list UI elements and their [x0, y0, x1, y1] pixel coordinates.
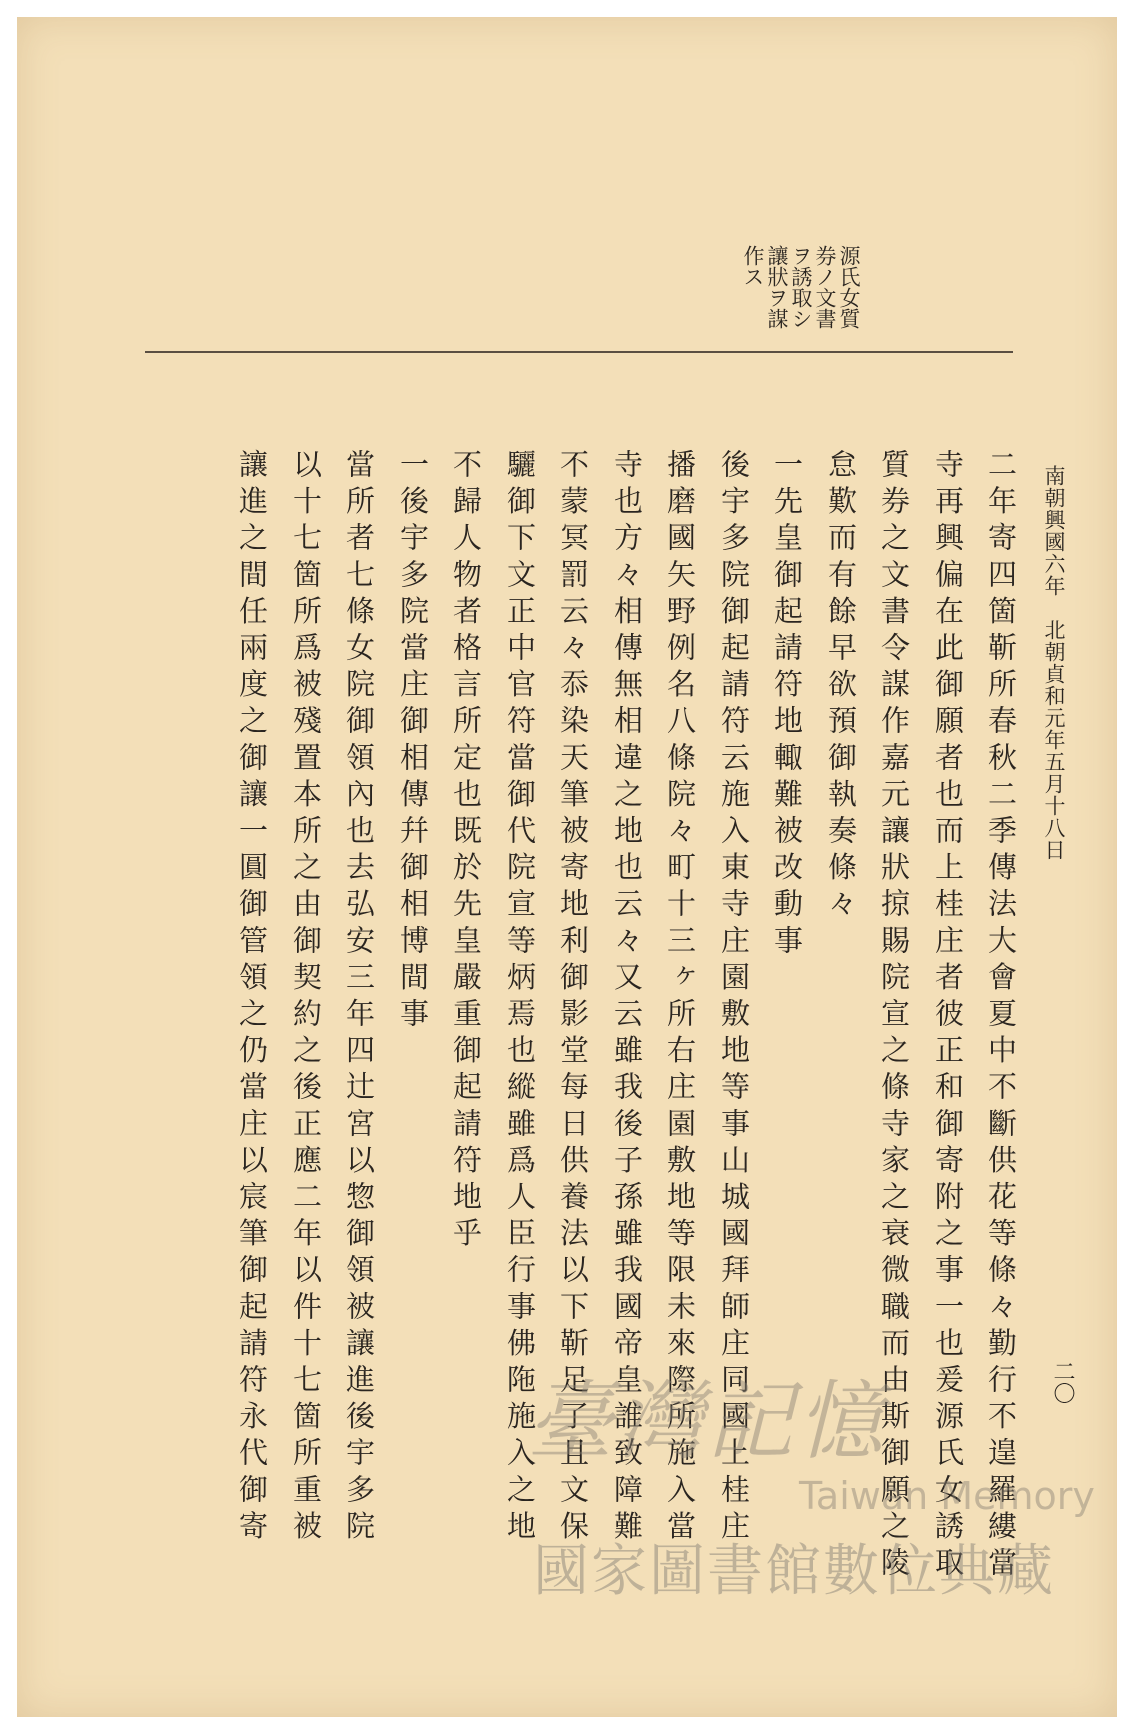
text-column: 質券之文書令謀作嘉元讓狀掠賜院宣之條寺家之衰微職而由斯御願之陵	[877, 449, 911, 1584]
text-column: 驪御下文正中官符當御代院宣等炳焉也縱雖爲人臣行事佛陁施入之地	[503, 449, 537, 1547]
text-column: 寺也方々相傳無相違之地也云々又云雖我後子孫雖我國帝皇誰致障難	[610, 449, 644, 1547]
watermark-cursive: 臺灣記憶	[527, 1372, 887, 1472]
text-column: 怠歎而有餘早欲預御執奏條々	[824, 449, 858, 925]
text-column: 一先皇御起請符地輙難被改動事	[770, 449, 804, 962]
watermark-english: Taiwan Memory	[799, 1474, 1095, 1518]
text-column: 播磨國矢野例名八條院々町十三ヶ所右庄園敷地等限未來際所施入當	[663, 449, 697, 1547]
text-column: 當所者七條女院御領內也去弘安三年四辻宮以惣御領被讓進後宇多院	[342, 449, 376, 1547]
marginal-note-line: 券ノ文書	[813, 245, 837, 329]
marginal-note-line: ヲ誘取シ	[789, 245, 813, 329]
marginal-note-line: 作ス	[741, 245, 765, 287]
document-page	[17, 17, 1117, 1717]
text-column: 寺再興偏在此御願者也而上桂庄者彼正和御寄附之事一也爰源氏女誘取	[931, 449, 965, 1584]
page-header: 南朝興國六年 北朝貞和元年五月十八日	[1042, 465, 1066, 861]
marginal-note-line: 源氏女質	[837, 245, 861, 329]
text-column: 不蒙冥罰云々忝染天筆被寄地利御影堂每日供養法以下靳足了且文保	[556, 449, 590, 1547]
text-column: 讓進之間任兩度之御讓一圓御管領之仍當庄以宸筆御起請符永代御寄	[235, 449, 269, 1547]
marginal-note-line: 讓狀ヲ謀	[765, 245, 789, 329]
text-column: 二年寄四箇靳所春秋二季傳法大會夏中不斷供花等條々勤行不遑羅縷當	[984, 449, 1018, 1584]
text-column: 後宇多院御起請符云施入東寺庄園敷地等事山城國拜師庄同國上桂庄	[717, 449, 751, 1547]
page-number: 二〇	[1050, 1360, 1075, 1404]
text-column: 不歸人物者格言所定也既於先皇嚴重御起請符地乎	[449, 449, 483, 1255]
text-column: 一後宇多院當庄御相傳幷御相博間事	[396, 449, 430, 1035]
text-column: 以十七箇所爲被殘置本所之由御契約之後正應二年以件十七箇所重被	[289, 449, 323, 1547]
divider-rule	[145, 351, 1013, 353]
watermark-chinese: 國家圖書館數位典藏	[533, 1539, 1055, 1604]
